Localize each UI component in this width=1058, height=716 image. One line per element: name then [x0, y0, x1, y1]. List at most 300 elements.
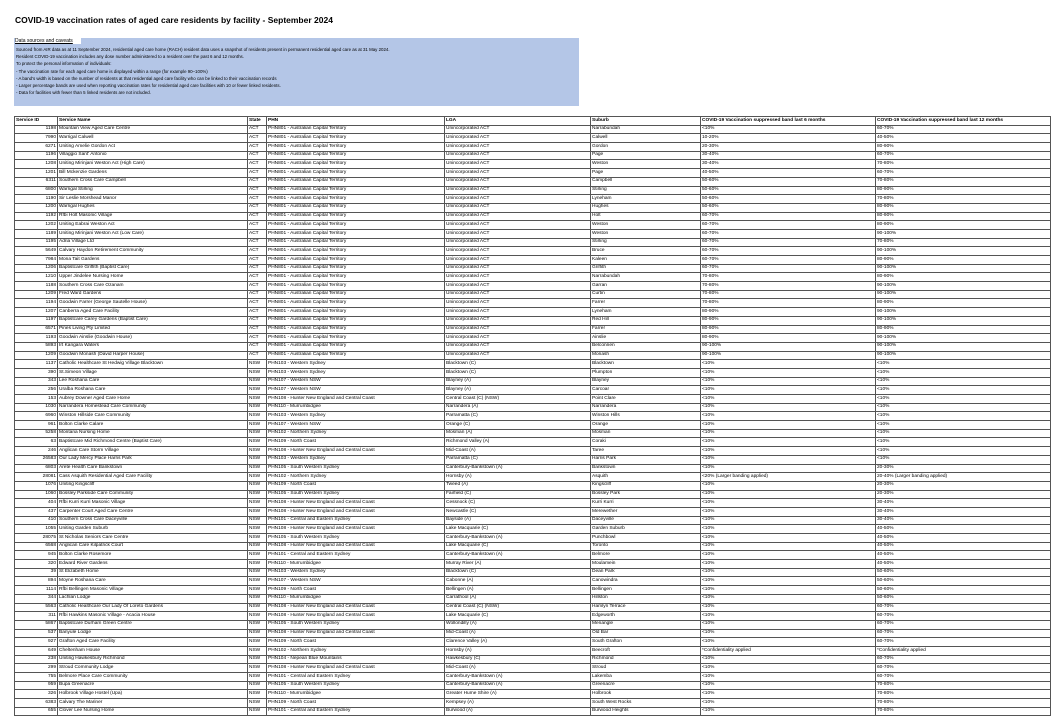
cell-lga: Tweed (A): [445, 481, 591, 490]
cell-lga: Parramatta (C): [445, 412, 591, 421]
cell-service-id: 961: [15, 421, 58, 430]
cell-service-name: Uniting Mirinjani Weston Act (High Care): [58, 160, 248, 169]
cell-service-name: Our Lady Mercy Place Harris Park: [58, 455, 248, 464]
cell-lga: Unincorporated ACT: [445, 238, 591, 247]
cell-service-id: 1114: [15, 586, 58, 595]
table-body: [15, 125, 1051, 716]
cell-band-12-months: 90-100%: [876, 334, 1051, 343]
cell-band-12-months: 70-80%: [876, 195, 1051, 204]
cell-band-6-months: <10%: [701, 612, 876, 621]
cell-band-12-months: 40-50%: [876, 525, 1051, 534]
cell-service-name: Cass Asquith Residential Aged Care Facility: [58, 473, 248, 482]
cell-suburb: Bankstown: [591, 464, 701, 473]
cell-service-id: 343: [15, 377, 58, 386]
cell-band-12-months: 90-100%: [876, 247, 1051, 256]
cell-band-6-months: 80-90%: [701, 308, 876, 317]
cell-phn: PHN108 - Hunter New England and Central Coast: [267, 664, 445, 673]
cell-service-name: Sir Leslie Morshead Manor: [58, 195, 248, 204]
cell-lga: Mid-Coast (A): [445, 447, 591, 456]
cell-lga: Newcastle (C): [445, 507, 591, 516]
cell-band-6-months: <10%: [701, 368, 876, 377]
cell-service-id: 537: [15, 629, 58, 638]
cell-service-name: Uniting Amelie Gordon Act: [58, 143, 248, 152]
cell-state: ACT: [248, 342, 267, 351]
cell-phn: PHN110 - Murrumbidgee: [267, 560, 445, 569]
cell-service-name: Aubrey Downer Aged Care Home: [58, 395, 248, 404]
cell-service-name: Canberra Aged Care Facility: [58, 308, 248, 317]
cell-state: NSW: [248, 699, 267, 708]
cell-service-name: Rfbi Hawkins Masonic Village - Acacia House: [58, 612, 248, 621]
cell-lga: Fairfield (C): [445, 490, 591, 499]
cell-service-id: 1206: [15, 264, 58, 273]
cell-lga: Mid-Coast (A): [445, 629, 591, 638]
cell-phn: PHN104 - Nepean Blue Mountains: [267, 655, 445, 664]
cell-phn: PHN801 - Australian Capital Territory: [267, 273, 445, 282]
cell-service-name: Arete Health Care Bankstown: [58, 464, 248, 473]
table-row: [15, 603, 1051, 612]
table-row: [15, 560, 1051, 569]
cell-state: ACT: [248, 221, 267, 230]
cell-phn: PHN801 - Australian Capital Territory: [267, 316, 445, 325]
cell-phn: PHN801 - Australian Capital Territory: [267, 169, 445, 178]
cell-suburb: Hillston: [591, 594, 701, 603]
cell-state: ACT: [248, 247, 267, 256]
cell-band-12-months: 90-100%: [876, 308, 1051, 317]
table-row: [15, 395, 1051, 404]
cell-suburb: Stirling: [591, 238, 701, 247]
cell-band-12-months: 70-80%: [876, 681, 1051, 690]
cell-band-12-months: <10%: [876, 421, 1051, 430]
cell-band-12-months: <10%: [876, 438, 1051, 447]
cell-service-id: 1194: [15, 299, 58, 308]
column-header-band-6-months: COVID-19 Vaccination suppressed band last 6 months: [701, 117, 876, 126]
cell-band-6-months: <10%: [701, 577, 876, 586]
table-row: [15, 125, 1051, 134]
cell-band-12-months: <10%: [876, 403, 1051, 412]
cell-service-name: Carpenter Court Aged Care Centre: [58, 507, 248, 516]
cell-lga: Unincorporated ACT: [445, 325, 591, 334]
cell-service-id: 344: [15, 594, 58, 603]
cell-service-name: Warrigal Hughes: [58, 203, 248, 212]
cell-band-12-months: 30-40%: [876, 507, 1051, 516]
cell-suburb: Bossley Park: [591, 490, 701, 499]
column-header-suburb: Suburb: [591, 117, 701, 126]
cell-phn: PHN109 - North Coast: [267, 638, 445, 647]
cell-suburb: Blayney: [591, 377, 701, 386]
cell-suburb: Narrabundah: [591, 273, 701, 282]
table-row: [15, 516, 1051, 525]
cell-phn: PHN801 - Australian Capital Territory: [267, 125, 445, 134]
cell-lga: Bellingen (A): [445, 586, 591, 595]
cell-service-id: 6311: [15, 177, 58, 186]
cell-service-id: 1197: [15, 316, 58, 325]
cell-phn: PHN105 - South Western Sydney: [267, 534, 445, 543]
table-row: [15, 403, 1051, 412]
cell-state: NSW: [248, 447, 267, 456]
cell-service-id: 6271: [15, 143, 58, 152]
cell-lga: Unincorporated ACT: [445, 169, 591, 178]
cell-phn: PHN801 - Australian Capital Territory: [267, 134, 445, 143]
cell-band-6-months: 10-20%: [701, 134, 876, 143]
cell-lga: Clarence Valley (A): [445, 638, 591, 647]
cell-phn: PHN105 - South Western Sydney: [267, 490, 445, 499]
table-row: [15, 481, 1051, 490]
cell-service-name: Baptistcare Carey Gardens (Baptist Care): [58, 316, 248, 325]
table-row: [15, 429, 1051, 438]
cell-suburb: Weston: [591, 221, 701, 230]
table-row: [15, 525, 1051, 534]
table-row: [15, 646, 1051, 655]
cell-band-6-months: <10%: [701, 395, 876, 404]
cell-band-12-months: 60-70%: [876, 125, 1051, 134]
cell-band-6-months: <10%: [701, 542, 876, 551]
cell-state: NSW: [248, 629, 267, 638]
cell-band-12-months: 90-100%: [876, 342, 1051, 351]
cell-state: NSW: [248, 464, 267, 473]
cell-service-name: Uniting Kingscliff: [58, 481, 248, 490]
cell-phn: PHN801 - Australian Capital Territory: [267, 282, 445, 291]
cell-lga: Mid-Coast (A): [445, 664, 591, 673]
cell-service-name: Edward River Gardens: [58, 560, 248, 569]
cell-suburb: Ainslie: [591, 334, 701, 343]
cell-suburb: Menangle: [591, 620, 701, 629]
table-row: [15, 386, 1051, 395]
cell-suburb: Plumpton: [591, 368, 701, 377]
cell-state: ACT: [248, 203, 267, 212]
cell-state: NSW: [248, 507, 267, 516]
cell-suburb: Merewether: [591, 507, 701, 516]
cell-band-12-months: 60-70%: [876, 664, 1051, 673]
cell-service-name: Holbrook Village Hostel (Upa): [58, 690, 248, 699]
cell-suburb: Edgeworth: [591, 612, 701, 621]
cell-lga: Lake Macquarie (C): [445, 542, 591, 551]
cell-service-name: Uniting Garden Suburb: [58, 525, 248, 534]
cell-suburb: Winston Hills: [591, 412, 701, 421]
cell-phn: PHN108 - Hunter New England and Central Coast: [267, 603, 445, 612]
cell-state: ACT: [248, 151, 267, 160]
cell-lga: Hornsby (A): [445, 473, 591, 482]
table-row: [15, 325, 1051, 334]
cell-band-6-months: <10%: [701, 629, 876, 638]
cell-state: NSW: [248, 360, 267, 369]
table-row: [15, 203, 1051, 212]
cell-service-name: Lee Roshana Care: [58, 377, 248, 386]
cell-band-12-months: 30-40%: [876, 499, 1051, 508]
cell-band-6-months: 60-70%: [701, 212, 876, 221]
cell-band-6-months: *Confidentiality applied: [701, 646, 876, 655]
table-row: [15, 534, 1051, 543]
cell-band-6-months: 80-90%: [701, 334, 876, 343]
table-row: [15, 577, 1051, 586]
cell-suburb: Moulamein: [591, 560, 701, 569]
cell-service-name: Bill Mckenzie Gardens: [58, 169, 248, 178]
cell-state: ACT: [248, 273, 267, 282]
cell-phn: PHN801 - Australian Capital Territory: [267, 247, 445, 256]
cell-lga: Unincorporated ACT: [445, 186, 591, 195]
cell-band-12-months: 60-70%: [876, 655, 1051, 664]
cell-state: ACT: [248, 316, 267, 325]
cell-band-6-months: <10%: [701, 568, 876, 577]
cell-band-6-months: <10%: [701, 560, 876, 569]
cell-service-name: Goodwin Monash (David Harper House): [58, 351, 248, 360]
cell-band-12-months: <10%: [876, 447, 1051, 456]
cell-lga: Blacktown (C): [445, 568, 591, 577]
cell-state: ACT: [248, 308, 267, 317]
table-row: [15, 507, 1051, 516]
cell-service-name: Catholic Healthcare Our Lady Of Loreto Gardens: [58, 603, 248, 612]
cell-suburb: Belmore: [591, 551, 701, 560]
cell-suburb: Narrabundah: [591, 125, 701, 134]
cell-band-6-months: <10%: [701, 638, 876, 647]
cell-lga: Carrathool (A): [445, 594, 591, 603]
cell-suburb: Richmond: [591, 655, 701, 664]
cell-lga: Wollondilly (A): [445, 620, 591, 629]
cell-band-12-months: 90-100%: [876, 282, 1051, 291]
cell-band-6-months: 30-40%: [701, 151, 876, 160]
cell-service-id: 256: [15, 386, 58, 395]
cell-phn: PHN107 - Western NSW: [267, 377, 445, 386]
cell-service-name: Adria Village Ltd: [58, 238, 248, 247]
cell-suburb: Bellingen: [591, 586, 701, 595]
cell-band-12-months: <10%: [876, 377, 1051, 386]
cell-lga: Mosman (A): [445, 429, 591, 438]
cell-band-6-months: <10%: [701, 655, 876, 664]
cell-band-12-months: 20-40% (Larger banding applied): [876, 473, 1051, 482]
cell-band-12-months: 20-30%: [876, 464, 1051, 473]
cell-service-id: 1060: [15, 490, 58, 499]
cell-suburb: Holbrook: [591, 690, 701, 699]
cell-band-6-months: 70-80%: [701, 282, 876, 291]
cell-service-name: Montana Nursing Home: [58, 429, 248, 438]
table-row: [15, 151, 1051, 160]
cell-band-6-months: <10%: [701, 490, 876, 499]
cell-suburb: Toronto: [591, 542, 701, 551]
cell-suburb: Lyneham: [591, 308, 701, 317]
cell-lga: Unincorporated ACT: [445, 160, 591, 169]
cell-phn: PHN108 - Hunter New England and Central Coast: [267, 612, 445, 621]
cell-lga: Unincorporated ACT: [445, 134, 591, 143]
cell-suburb: Gordon: [591, 143, 701, 152]
cell-suburb: Weston: [591, 160, 701, 169]
cell-lga: Cessnock (C): [445, 499, 591, 508]
cell-lga: Unincorporated ACT: [445, 143, 591, 152]
caveat-line: Resident COVID-19 vaccination includes any dose number administered to a resident over the past 6 and 12 months.: [16, 54, 244, 60]
cell-phn: PHN801 - Australian Capital Territory: [267, 256, 445, 265]
cell-band-12-months: 40-50%: [876, 560, 1051, 569]
cell-service-id: 649: [15, 646, 58, 655]
cell-service-id: 959: [15, 681, 58, 690]
cell-service-name: Rfbi Bellingen Masonic Village: [58, 586, 248, 595]
column-header-service-name: Service Name: [58, 117, 248, 126]
cell-band-6-months: <10%: [701, 516, 876, 525]
cell-service-id: 26583: [15, 455, 58, 464]
table-row: [15, 464, 1051, 473]
cell-band-6-months: <10%: [701, 594, 876, 603]
cell-band-12-months: 40-50%: [876, 534, 1051, 543]
cell-suburb: Bruce: [591, 247, 701, 256]
cell-lga: Richmond Valley (A): [445, 438, 591, 447]
cell-band-6-months: <20% (Larger banding applied): [701, 473, 876, 482]
column-header-phn: PHN: [267, 117, 445, 126]
cell-state: ACT: [248, 212, 267, 221]
cell-phn: PHN101 - Central and Eastern Sydney: [267, 707, 445, 716]
cell-service-id: 39: [15, 568, 58, 577]
cell-service-name: Calvary The Mariner: [58, 699, 248, 708]
cell-service-name: Stroud Community Lodge: [58, 664, 248, 673]
cell-phn: PHN105 - South Western Sydney: [267, 620, 445, 629]
cell-suburb: Punchbowl: [591, 534, 701, 543]
cell-service-name: Warrigal Calwell: [58, 134, 248, 143]
cell-service-id: 320: [15, 560, 58, 569]
cell-suburb: Curtin: [591, 290, 701, 299]
cell-band-6-months: 70-80%: [701, 273, 876, 282]
cell-band-12-months: 80-90%: [876, 325, 1051, 334]
cell-phn: PHN107 - Western NSW: [267, 421, 445, 430]
table-row: [15, 629, 1051, 638]
cell-state: NSW: [248, 421, 267, 430]
cell-state: NSW: [248, 377, 267, 386]
cell-service-name: Southern Cross Care Ozanam: [58, 282, 248, 291]
cell-service-id: 311: [15, 612, 58, 621]
cell-phn: PHN101 - Central and Eastern Sydney: [267, 673, 445, 682]
cell-phn: PHN108 - Hunter New England and Central Coast: [267, 395, 445, 404]
cell-phn: PHN102 - Northern Sydney: [267, 473, 445, 482]
table-row: [15, 612, 1051, 621]
cell-service-id: 28081: [15, 473, 58, 482]
cell-state: NSW: [248, 455, 267, 464]
cell-phn: PHN108 - Hunter New England and Central Coast: [267, 525, 445, 534]
cell-phn: PHN103 - Western Sydney: [267, 568, 445, 577]
cell-band-12-months: 80-90%: [876, 299, 1051, 308]
cell-service-name: Bolton Clarke Rosemore: [58, 551, 248, 560]
cell-service-id: 1208: [15, 160, 58, 169]
table-row: [15, 186, 1051, 195]
caveat-line: - Larger percentage bands are used when reporting vaccination rates for residential aged care facilities with 10 or fewer linked residents.: [16, 83, 281, 89]
cell-service-name: Winston Hillside Care Community: [58, 412, 248, 421]
cell-band-6-months: 60-70%: [701, 264, 876, 273]
cell-band-6-months: 60-70%: [701, 221, 876, 230]
cell-service-id: 437: [15, 507, 58, 516]
cell-service-id: 1193: [15, 334, 58, 343]
cell-service-id: 6803: [15, 464, 58, 473]
cell-phn: PHN801 - Australian Capital Territory: [267, 195, 445, 204]
cell-suburb: Harris Park: [591, 455, 701, 464]
table-row: [15, 455, 1051, 464]
cell-state: ACT: [248, 160, 267, 169]
cell-lga: Unincorporated ACT: [445, 125, 591, 134]
table-row: [15, 342, 1051, 351]
cell-band-6-months: <10%: [701, 551, 876, 560]
cell-band-12-months: 80-90%: [876, 273, 1051, 282]
cell-band-6-months: <10%: [701, 699, 876, 708]
cell-service-name: Clover Lee Nursing Home: [58, 707, 248, 716]
cell-service-id: 404: [15, 499, 58, 508]
cell-suburb: Mosman: [591, 429, 701, 438]
cell-band-12-months: 20-30%: [876, 490, 1051, 499]
cell-band-12-months: 90-100%: [876, 316, 1051, 325]
cell-band-6-months: 90-100%: [701, 342, 876, 351]
cell-band-12-months: <10%: [876, 360, 1051, 369]
caveat-line: To protect the personal information of individuals:: [16, 61, 112, 67]
cell-band-12-months: 30-40%: [876, 516, 1051, 525]
cell-band-12-months: 50-60%: [876, 568, 1051, 577]
cell-suburb: Weston: [591, 229, 701, 238]
cell-band-12-months: 90-100%: [876, 351, 1051, 360]
cell-service-id: 5258: [15, 429, 58, 438]
vaccination-table: [14, 116, 1051, 716]
cell-band-6-months: <10%: [701, 507, 876, 516]
cell-service-id: 927: [15, 638, 58, 647]
table-row: [15, 134, 1051, 143]
cell-service-id: 299: [15, 664, 58, 673]
cell-suburb: Lyneham: [591, 195, 701, 204]
cell-suburb: South West Rocks: [591, 699, 701, 708]
cell-state: ACT: [248, 256, 267, 265]
cell-lga: Canterbury-Bankstown (A): [445, 681, 591, 690]
cell-service-name: Pines Living Pty Limited: [58, 325, 248, 334]
cell-suburb: Lakemba: [591, 673, 701, 682]
cell-service-name: Lachlan Lodge: [58, 594, 248, 603]
cell-service-name: Belmore Place Care Community: [58, 673, 248, 682]
caveat-line: - A band's width is based on the number of residents at that residential aged care facility who can be linked to their vaccination records: [16, 75, 277, 81]
cell-lga: Unincorporated ACT: [445, 282, 591, 291]
cell-band-6-months: 60-70%: [701, 256, 876, 265]
cell-service-id: 755: [15, 673, 58, 682]
cell-lga: Narrandera (A): [445, 403, 591, 412]
cell-band-6-months: <10%: [701, 673, 876, 682]
cell-service-name: Cheltenham House: [58, 646, 248, 655]
cell-service-name: Goodwin Ainslie (Goodwin House): [58, 334, 248, 343]
cell-band-12-months: 80-90%: [876, 143, 1051, 152]
cell-service-id: 1030: [15, 403, 58, 412]
cell-suburb: Stirling: [591, 186, 701, 195]
cell-service-id: 1137: [15, 360, 58, 369]
cell-band-6-months: <10%: [701, 681, 876, 690]
cell-service-id: 410: [15, 516, 58, 525]
table-row: [15, 256, 1051, 265]
table-row: [15, 664, 1051, 673]
cell-band-6-months: <10%: [701, 690, 876, 699]
cell-lga: Canterbury-Bankstown (A): [445, 534, 591, 543]
table-row: [15, 316, 1051, 325]
cell-band-6-months: 20-30%: [701, 143, 876, 152]
cell-phn: PHN110 - Murrumbidgee: [267, 690, 445, 699]
cell-band-6-months: <10%: [701, 525, 876, 534]
cell-suburb: Kurri Kurri: [591, 499, 701, 508]
cell-band-12-months: <10%: [876, 429, 1051, 438]
cell-band-12-months: 80-90%: [876, 203, 1051, 212]
cell-suburb: Carcoar: [591, 386, 701, 395]
cell-band-6-months: <10%: [701, 125, 876, 134]
table-header-row: [15, 117, 1051, 126]
cell-lga: Murray River (A): [445, 560, 591, 569]
cell-lga: Unincorporated ACT: [445, 177, 591, 186]
cell-band-12-months: 40-50%: [876, 542, 1051, 551]
cell-state: NSW: [248, 603, 267, 612]
cell-service-id: 1196: [15, 151, 58, 160]
cell-service-id: 6571: [15, 325, 58, 334]
cell-band-12-months: 90-100%: [876, 264, 1051, 273]
cell-band-6-months: <10%: [701, 455, 876, 464]
cell-phn: PHN801 - Australian Capital Territory: [267, 351, 445, 360]
cell-band-6-months: <10%: [701, 412, 876, 421]
cell-band-6-months: <10%: [701, 421, 876, 430]
cell-lga: Blacktown (C): [445, 360, 591, 369]
table-row: [15, 273, 1051, 282]
table-row: [15, 308, 1051, 317]
cell-lga: Canterbury-Bankstown (A): [445, 673, 591, 682]
cell-state: NSW: [248, 638, 267, 647]
